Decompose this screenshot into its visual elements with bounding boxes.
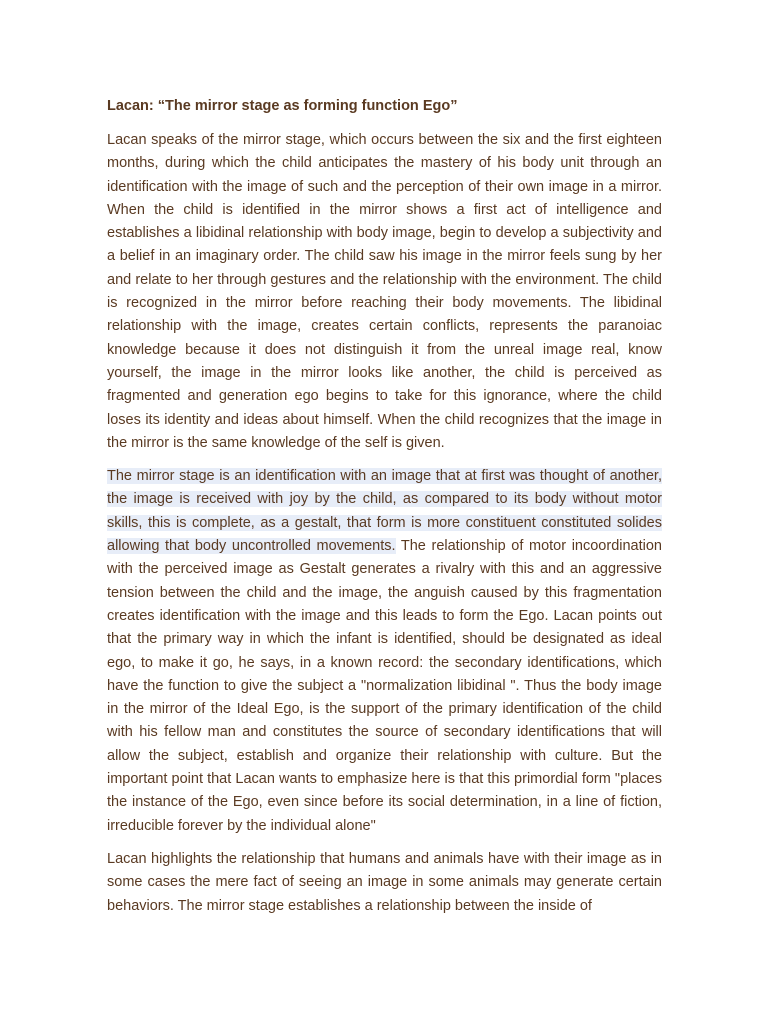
document-title: Lacan: “The mirror stage as forming function Ego” xyxy=(107,98,458,114)
document-page xyxy=(107,96,662,918)
highlighted-text: The mirror stage is an identification with an image that at first was thought of another, the image is received with joy by the child, as compared to its body without motor skills, this is complete, as a gestalt, that form is more constituent constituted solides allowing that body uncontrolled movements. xyxy=(107,468,662,555)
paragraph-humans-animals: Lacan highlights the relationship that humans and animals have with their image as in some cases the mere fact of seeing an image in some animals may generate certain behaviors. The mirror stage establishes a relationship between the inside of xyxy=(107,850,662,914)
paragraph-mirror-stage-intro: Lacan speaks of the mirror stage, which occurs between the six and the first eighteen months, during which the child anticipates the mastery of his body unit through an identification with the image of such and the perception of their own image in a mirror. When the child is identified in the mirror shows a first act of intelligence and establishes a libidinal relationship with body image, begin to develop a subjectivity and a belief in an imaginary order. The child saw his image in the mirror feels sung by her and relate to her through gestures and the relationship with the environment. The child is recognized in the mirror before reaching their body movements. The libidinal relationship with the image, creates certain conflicts, represents the paranoiac knowledge because it does not distinguish it from the unreal image real, know yourself, the image in the mirror looks like another, the child is perceived as fragmented and generation ego begins to take for this ignorance, where the child loses its identity and ideas about himself. When the child recognizes that the image in the mirror is the same knowledge of the self is given. xyxy=(107,132,662,451)
paragraph-clip xyxy=(107,848,662,918)
paragraph-identification xyxy=(107,465,662,838)
paragraph-text: The relationship of motor incoordination with the perceived image as Gestalt generates a rivalry with this and an aggressive tension between the child and the image, the anguish caused by this fragmentation creates identification with the image and this leads to form the Ego. Lacan points out that the primary way in which the infant is identified, should be designated as ideal ego, to make it go, he says, in a known record: the secondary identifications, which have the function to give the subject a "normalization libidinal ". Thus the body image in the mirror of the Ideal Ego, is the support of the primary identification of the child with his fellow man and constitutes the source of secondary identifications that will allow the subject, establish and organize their relationship with culture. But the important point that Lacan wants to emphasize here is that this primordial form "places the instance of the Ego, even since before its social determination, in a line of fiction, irreducible forever by the individual alone" xyxy=(107,538,662,834)
